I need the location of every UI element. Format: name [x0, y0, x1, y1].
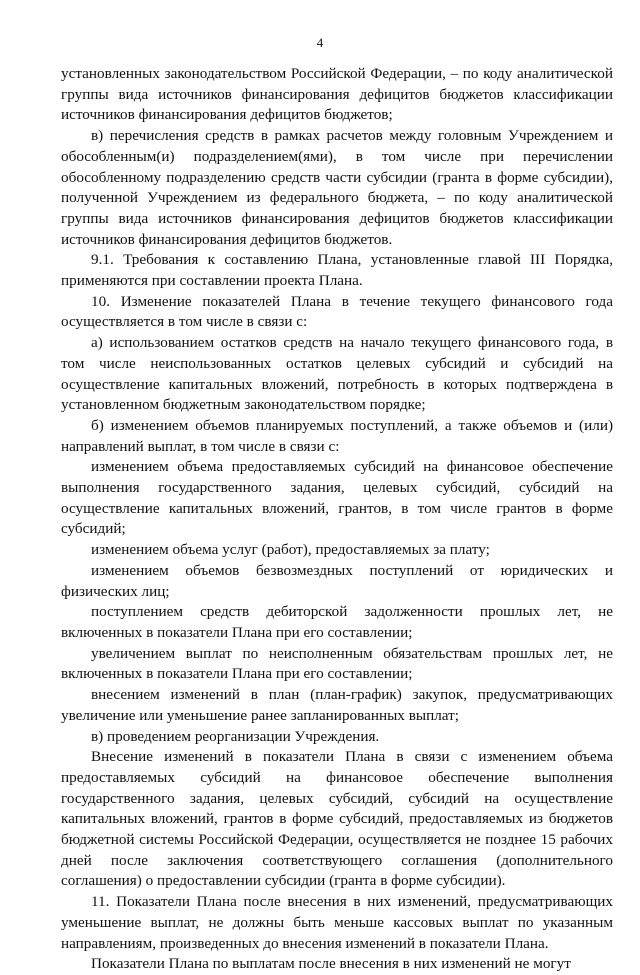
paragraph-9-1: 9.1. Требования к составлению Плана, установленные главой III Порядка, применяются при составлении проекта Плана.	[61, 251, 613, 290]
page-number: 4	[316, 35, 324, 50]
paragraph-subitem-receivables: поступлением средств дебиторской задолженности прошлых лет, не включенных в показатели Плана при его составлении;	[61, 603, 613, 641]
paragraph-subitem-paid-services: изменением объема услуг (работ), предоставляемых за плату;	[91, 541, 490, 559]
paragraph-item-v-reorganization: в) проведением реорганизации Учреждения.	[91, 727, 380, 745]
document-body	[61, 64, 613, 975]
paragraph-item-b: б) изменением объемов планируемых поступлений, а также объемов и (или) направлений выплат, в том числе в связи с:	[61, 416, 613, 455]
paragraph-subitem-obligations: увеличением выплат по неисполненным обязательствам прошлых лет, не включенных в показатели Плана при его составлении;	[61, 644, 613, 683]
paragraph-11: 11. Показатели Плана после внесения в них изменений, предусматривающих уменьшение выплат, не должны быть меньше кассовых выплат по указанным направлениям, произведенных до внесения изменений в показатели Плана.	[61, 893, 613, 952]
paragraph-continuation: установленных законодательством Российской Федерации, – по коду аналитической группы вида источников финансирования дефицитов бюджетов классификации источников финансирования дефицитов бюджетов;	[61, 65, 613, 124]
paragraph-changes-deadline: Внесение изменений в показатели Плана в связи с изменением объема предоставляемых субсидий на финансовое обеспечение выполнения государственного задания, целевых субсидий, субсидий на осуществление капитальных вложений, грантов в форме субсидий, предоставляемых из бюджетов бюджетной системы Российской Федерации, осуществляется не позднее 15 рабочих дней после заключения соответствующего соглашения (дополнительного соглашения) о предоставлении субсидии (гранта в форме субсидии).	[61, 748, 613, 890]
paragraph-10: 10. Изменение показателей Плана в течение текущего финансового года осуществляется в том числе в связи с:	[61, 292, 613, 331]
paragraph-subitem-gratuitous-receipts: изменением объемов безвозмездных поступлений от юридических и физических лиц;	[61, 561, 613, 600]
paragraph-item-v: в) перечисления средств в рамках расчетов между головным Учреждением и обособленным(и) подразделением(ями), в том числе при перечислении обособленному подразделению средств части субсидии (гранта в форме субсидии), полученной Учреждением из федерального бюджета, – по коду аналитической группы вида источников финансирования дефицитов бюджетов классификации источников финансирования дефицитов бюджетов.	[61, 127, 613, 248]
paragraph-subitem-procurement: внесением изменений в план (план-график) закупок, предусматривающих увеличение или уменьшение ранее запланированных выплат;	[61, 686, 613, 724]
paragraph-final: Показатели Плана по выплатам после внесения в них изменений не могут	[91, 955, 571, 973]
paragraph-subitem-subsidies: изменением объема предоставляемых субсидий на финансовое обеспечение выполнения государственного задания, целевых субсидий, субсидий на осуществление капитальных вложений, грантов, в том числе грантов в форме субсидий;	[61, 458, 613, 538]
paragraph-item-a: а) использованием остатков средств на начало текущего финансового года, в том числе неиспользованных остатков целевых субсидий и субсидий на осуществление капитальных вложений, потребность в которых подтверждена в установленном бюджетным законодательством порядке;	[61, 334, 613, 414]
